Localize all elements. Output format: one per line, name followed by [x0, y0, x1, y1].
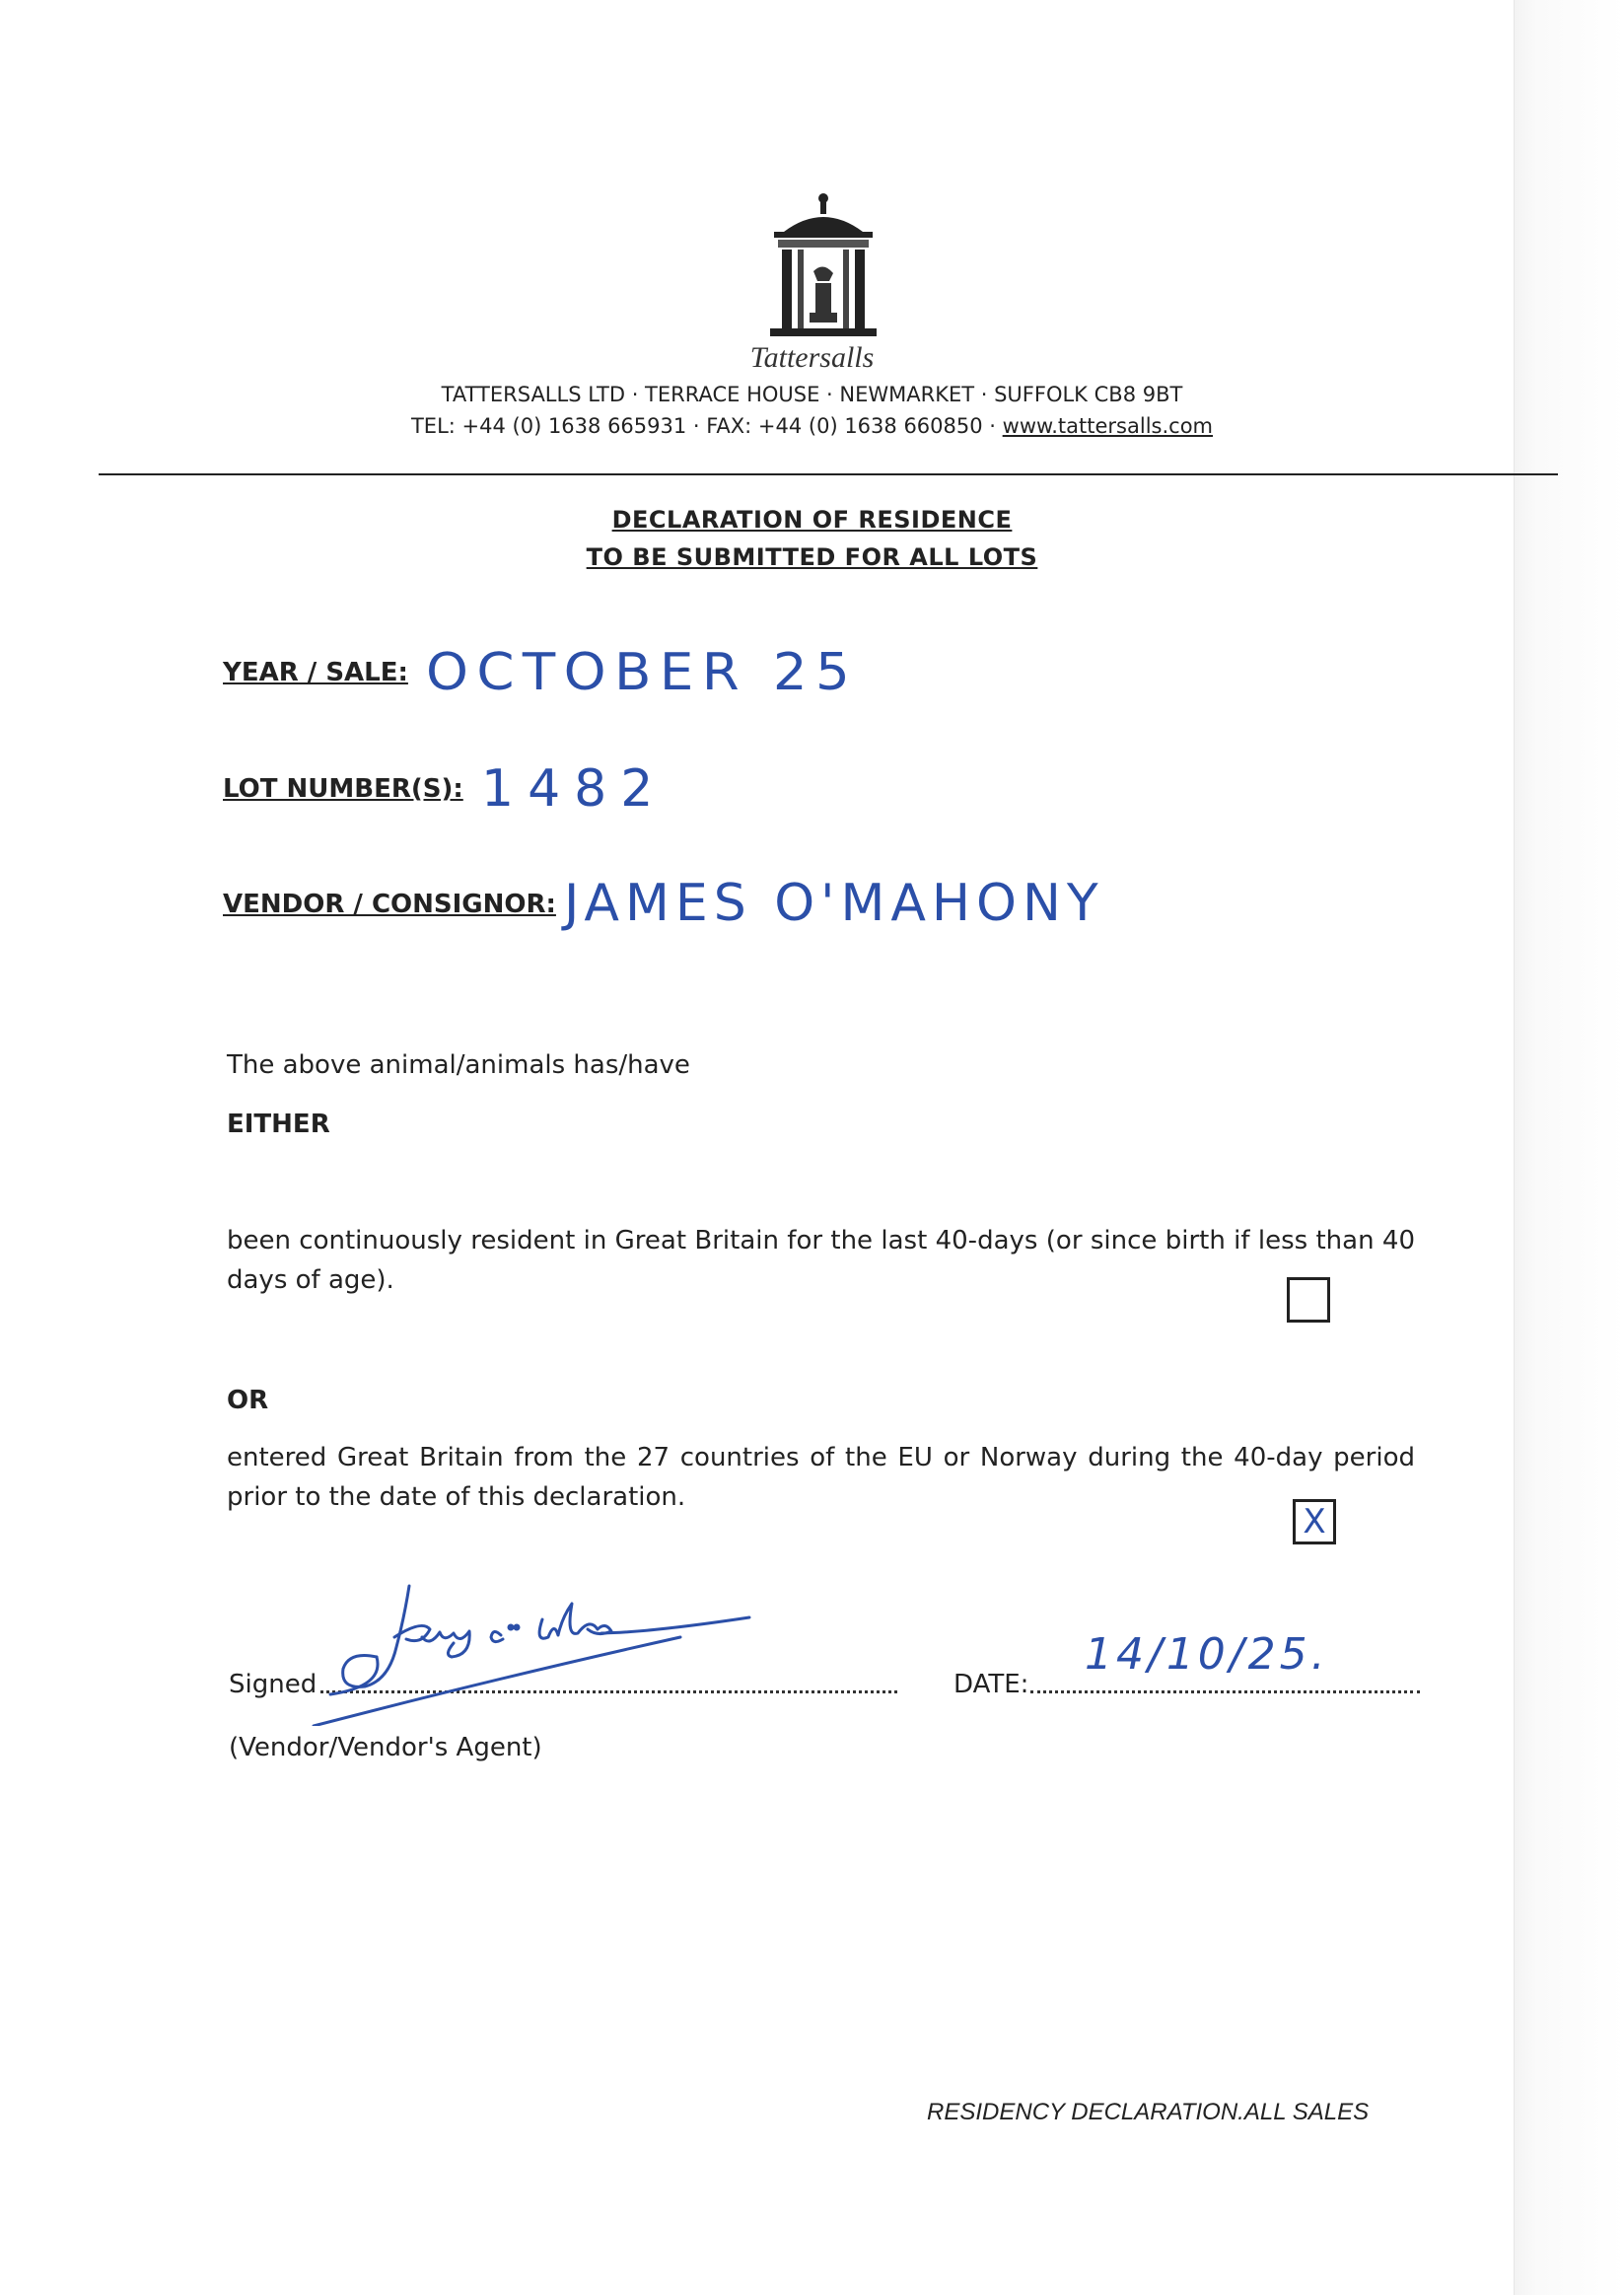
either-label: EITHER: [227, 1110, 330, 1139]
website-link[interactable]: www.tattersalls.com: [1002, 414, 1213, 438]
year-sale-label: YEAR / SALE:: [223, 658, 408, 687]
year-sale-value: OCTOBER 25: [426, 643, 859, 702]
form-title: DECLARATION OF RESIDENCE: [611, 506, 1013, 534]
lot-number-label: LOT NUMBER(S):: [223, 774, 463, 804]
contact-numbers: TEL: +44 (0) 1638 665931 · FAX: +44 (0) 1638 660850 ·: [410, 414, 996, 438]
handwritten-signature: [306, 1578, 769, 1726]
option1-text-line2: days of age).: [227, 1265, 394, 1295]
tattersalls-pavilion-logo: [764, 192, 883, 340]
date-label: DATE:: [953, 1670, 1029, 1699]
document-footer: RESIDENCY DECLARATION.ALL SALES: [927, 2099, 1370, 2125]
form-subtitle: TO BE SUBMITTED FOR ALL LOTS: [586, 543, 1038, 571]
vendor-label: VENDOR / CONSIGNOR:: [223, 890, 556, 919]
option2-check-mark: X: [1303, 1502, 1326, 1542]
header-divider: [99, 473, 1558, 475]
brand-name: Tattersalls: [749, 341, 875, 374]
signed-label: Signed: [229, 1670, 318, 1699]
or-label: OR: [227, 1386, 269, 1415]
date-dotted-line: [1030, 1690, 1420, 1693]
option1-text-line1: been continuously resident in Great Britain for the last 40-days (or since birth if less than 40: [227, 1226, 1415, 1255]
vendor-value: JAMES O'MAHONY: [564, 874, 1104, 933]
lot-number-value: 1482: [481, 759, 668, 819]
intro-text: The above animal/animals has/have: [227, 1050, 690, 1080]
option2-checkbox[interactable]: [1293, 1499, 1336, 1544]
option2-text-line2: prior to the date of this declaration.: [227, 1482, 686, 1512]
option1-checkbox[interactable]: [1287, 1277, 1330, 1323]
date-value: 14/10/25.: [1085, 1629, 1329, 1680]
signer-role: (Vendor/Vendor's Agent): [229, 1733, 542, 1762]
option2-text-line1: entered Great Britain from the 27 countries of the EU or Norway during the 40-day period: [227, 1443, 1415, 1472]
company-address: TATTERSALLS LTD · TERRACE HOUSE · NEWMARKET · SUFFOLK CB8 9BT: [441, 383, 1183, 406]
contact-line: [0, 414, 1624, 438]
